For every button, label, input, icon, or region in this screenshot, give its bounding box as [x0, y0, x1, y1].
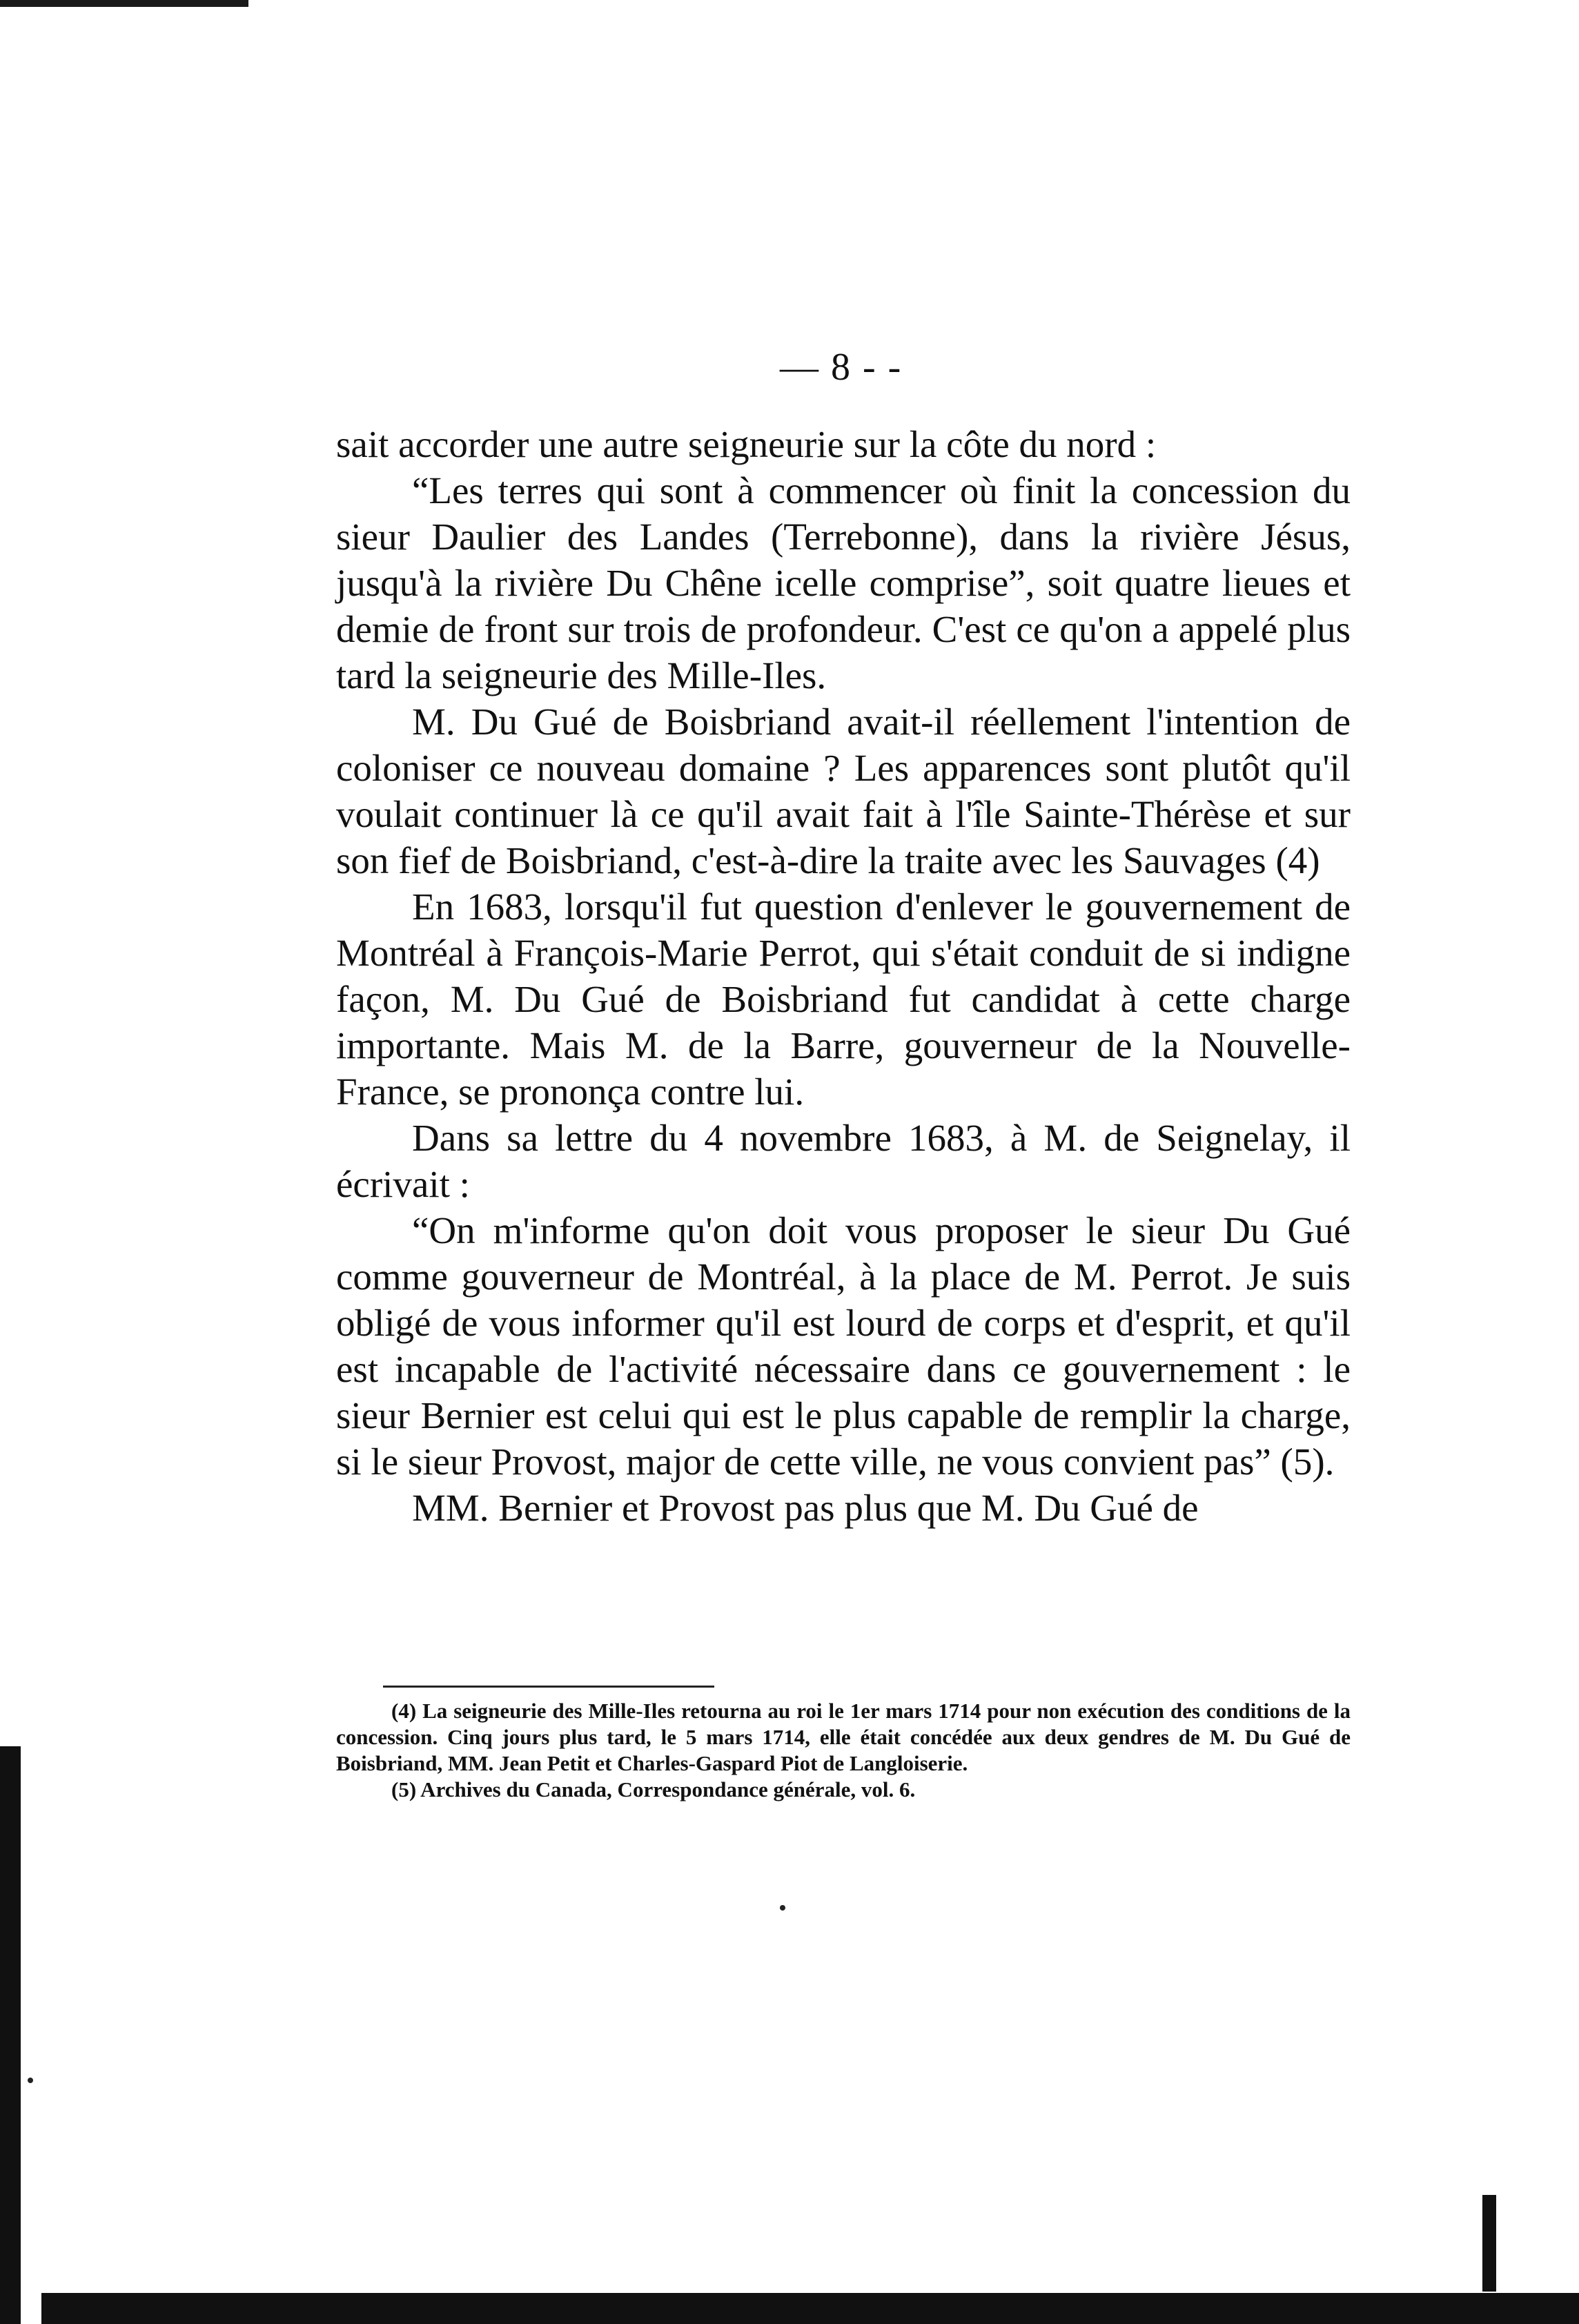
scan-edge-top: [0, 0, 248, 7]
scan-edge-bottom: [41, 2293, 1579, 2324]
scan-edge-right: [1482, 2195, 1496, 2292]
paragraph: MM. Bernier et Provost pas plus que M. Du Gué de: [412, 1487, 1199, 1529]
quotation: “On m'informe qu'on doit vous proposer le sieur Du Gué comme gouverneur de Montréal, à la place de M. Perrot. Je suis obligé de vous informer qu'il est lourd de corps et d'esprit, et qu'il est incapable de l'activité nécessaire dans ce gouvernement : le sieur Bernier est celui qui est le plus capable de remplir la charge, si le sieur Provost, major de cette ville, ne vous convient pas” (5).: [336, 1209, 1351, 1483]
page-number: — 8 - -: [780, 346, 903, 389]
footnote: (5) Archives du Canada, Correspondance générale, vol. 6.: [391, 1777, 916, 1801]
footnote-rule: [383, 1686, 714, 1688]
paragraph: En 1683, lorsqu'il fut question d'enlever le gouvernement de Montréal à François-Marie Perrot, qui s'était conduit de si indigne façon, M. Du Gué de Boisbriand fut candidat à cette charge importante. Mais M. de la Barre, gouverneur de la Nouvelle-France, se prononça contre lui.: [336, 886, 1351, 1113]
scan-speck: [780, 1905, 785, 1911]
scan-speck: [28, 2078, 33, 2083]
footnotes: [336, 1698, 1351, 1803]
body-text: [336, 421, 1351, 1531]
quotation: “Les terres qui sont à commencer où finit la concession du sieur Daulier des Landes (Terrebonne), dans la rivière Jésus, jusqu'à la rivière Du Chêne icelle comprise”, soit quatre lieues et demie de front sur trois de profondeur. C'est ce qu'on a appelé plus tard la seigneurie des Mille-Iles.: [336, 469, 1351, 696]
scan-edge-left: [0, 1746, 21, 2324]
paragraph: sait accorder une autre seigneurie sur la côte du nord :: [336, 423, 1157, 465]
footnote: (4) La seigneurie des Mille-Iles retourna au roi le 1er mars 1714 pour non exécution des conditions de la concession. Cinq jours plus tard, le 5 mars 1714, elle était concédée aux deux gendres de M. Du Gué de Boisbriand, MM. Jean Petit et Charles-Gaspard Piot de Langloiserie.: [336, 1699, 1351, 1775]
paragraph: Dans sa lettre du 4 novembre 1683, à M. de Seignelay, il écrivait :: [336, 1117, 1351, 1205]
paragraph: M. Du Gué de Boisbriand avait-il réellement l'intention de coloniser ce nouveau domaine ? Les apparences sont plutôt qu'il voulait continuer là ce qu'il avait fait à l'île Sainte-Thérèse et sur son fief de Boisbriand, c'est-à-dire la traite avec les Sauvages (4): [336, 701, 1351, 881]
